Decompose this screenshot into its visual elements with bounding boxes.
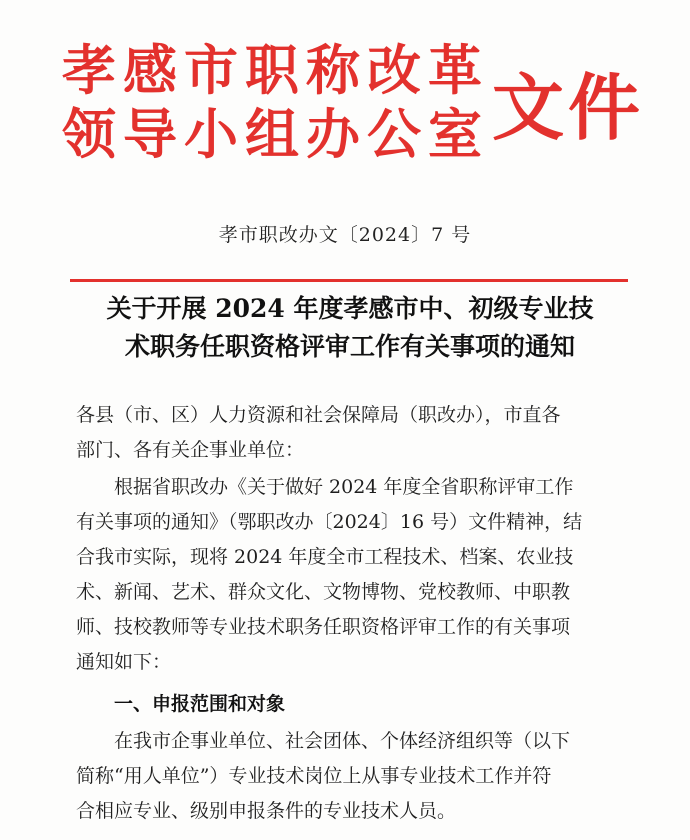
title-line-2: 术职务任职资格评审工作有关事项的通知 [124,332,575,361]
addressee-line: 部门、各有关企事业单位： [76,439,305,461]
masthead-line-1: 孝感市职称改革 [62,38,489,102]
masthead-suffix: 文件 [492,65,645,150]
title-line-1: 关于开展 2024 年度孝感市中、初级专业技 [106,294,594,323]
paragraph-section-1 [76,724,636,829]
paragraph-line: 术、新闻、艺术、群众文化、文物博物、党校教师、中职教 [76,581,571,603]
document-title [70,290,630,366]
masthead-line-2: 领导小组办公室 [62,102,489,166]
red-divider-line [70,279,628,282]
paragraph-line: 根据省职改办《关于做好 2024 年度全省职称评审工作 [76,476,574,498]
paragraph-line: 合相应专业、级别申报条件的专业技术人员。 [76,800,457,822]
paragraph-line: 有关事项的通知》（鄂职改办〔2024〕16 号）文件精神，结 [76,511,583,533]
paragraph-line: 在我市企事业单位、社会团体、个体经济组织等（以下 [76,730,571,752]
masthead [62,40,662,180]
paragraph-line: 通知如下： [76,651,172,673]
addressee-line: 各县（市、区）人力资源和社会保障局（职改办），市直各 [76,404,561,426]
paragraph-intro [76,470,636,680]
paragraph-line: 合我市实际，现将 2024 年度全市工程技术、档案、农业技 [76,546,574,568]
section-heading-1: 一、申报范围和对象 [114,693,286,715]
paragraph-line: 简称“用人单位”）专业技术岗位上从事专业技术工作并符 [76,765,552,787]
paragraph-line: 师、技校教师等专业技术职务任职资格评审工作的有关事项 [76,616,571,638]
document-number: 孝市职改办文〔2024〕7 号 [218,224,472,246]
addressee [76,398,636,468]
